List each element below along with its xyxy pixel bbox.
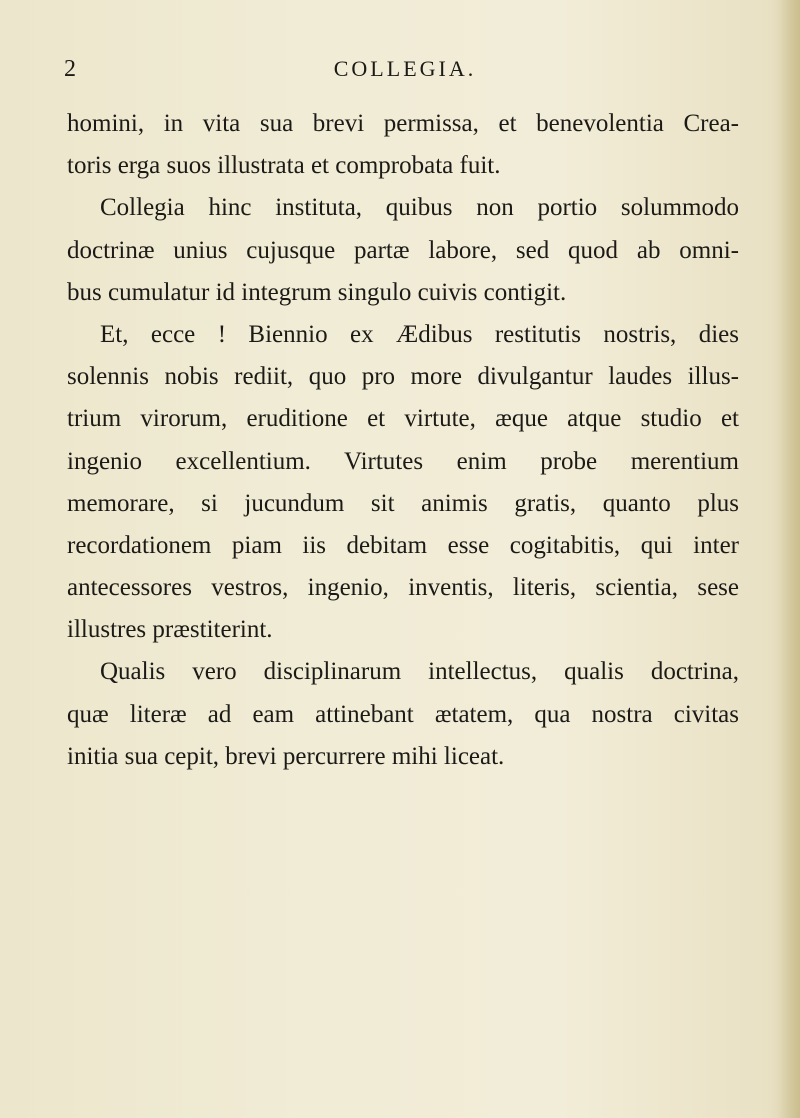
page-header <box>60 52 750 92</box>
show-through-bleed <box>70 770 730 813</box>
text-line: illustres præstiterint. <box>67 616 273 644</box>
text-line: recordationem piam iis debitam esse cogitabitis, qui inter <box>67 531 739 559</box>
text-line: antecessores vestros, ingenio, inventis, literis, scientia, sese <box>67 574 739 602</box>
text-line: Collegia hinc instituta, quibus non portio solummodo <box>100 194 739 222</box>
page-number: 2 <box>64 56 77 82</box>
text-line: bus cumulatur id integrum singulo cuivis contigit. <box>67 278 567 306</box>
paragraph-3 <box>67 314 739 652</box>
text-line: Et, ecce ! Biennio ex Ædibus restitutis nostris, dies <box>100 320 739 348</box>
text-line: memorare, si jucundum sit animis gratis, quanto plus <box>67 489 739 517</box>
paragraph-2 <box>67 187 739 314</box>
text-line: quæ literæ ad eam attinebant ætatem, qua nostra civitas <box>67 700 739 728</box>
body-text <box>67 103 739 778</box>
text-line: trium virorum, eruditione et virtute, æque atque studio et <box>67 405 739 433</box>
text-line: solennis nobis rediit, quo pro more divulgantur laudes illus- <box>67 363 739 391</box>
running-head: COLLEGIA. <box>333 56 477 81</box>
page-edge-shadow <box>778 0 800 1118</box>
text-line: doctrinæ unius cujusque partæ labore, sed quod ab omni- <box>67 236 739 264</box>
paragraph-1 <box>67 103 739 187</box>
text-line: initia sua cepit, brevi percurrere mihi liceat. <box>67 742 505 770</box>
text-line: Qualis vero disciplinarum intellectus, qualis doctrina, <box>100 658 739 686</box>
text-line: homini, in vita sua brevi permissa, et benevolentia Crea- <box>67 110 739 137</box>
paragraph-4 <box>67 651 739 778</box>
text-line: toris erga suos illustrata et comprobata fuit. <box>67 152 501 180</box>
text-line: ingenio excellentium. Virtutes enim probe merentium <box>67 447 739 475</box>
